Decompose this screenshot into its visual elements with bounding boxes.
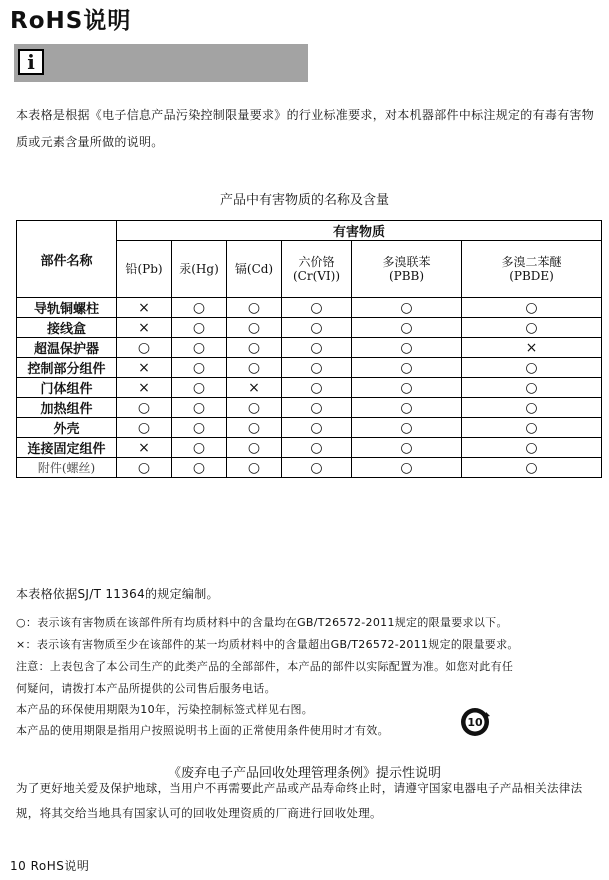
substance-column-header	[282, 241, 352, 298]
substance-mark-cell: ○	[282, 398, 352, 418]
substance-mark-cell: ×	[117, 318, 172, 338]
substance-mark-cell: ○	[352, 318, 462, 338]
substance-mark-cell: ×	[462, 338, 602, 358]
part-name-cell: 外壳	[17, 418, 117, 438]
substance-mark-cell: ○	[172, 438, 227, 458]
substance-mark-cell: ○	[282, 418, 352, 438]
substance-code: (Cd)	[246, 262, 274, 276]
substance-name: 六价铬	[298, 255, 335, 269]
substance-column-header	[227, 241, 282, 298]
table-row	[17, 298, 602, 318]
substance-mark-cell: ○	[282, 318, 352, 338]
table-caption: 产品中有害物质的名称及含量	[219, 193, 389, 208]
substance-mark-cell: ○	[352, 378, 462, 398]
substance-mark-cell: ○	[172, 338, 227, 358]
substance-code: (Pb)	[137, 262, 163, 276]
substance-mark-cell: ○	[352, 298, 462, 318]
substance-code: (PBDE)	[509, 269, 554, 283]
pollution-label-number: 10	[467, 716, 483, 729]
substance-column-header	[172, 241, 227, 298]
part-name-header: 部件名称	[17, 221, 117, 298]
substance-mark-cell: ○	[282, 338, 352, 358]
substance-name: 多溴联苯	[382, 255, 431, 269]
substance-code: (Cr(VI))	[292, 269, 341, 283]
substance-mark-cell: ○	[117, 418, 172, 438]
part-name-cell: 连接固定组件	[17, 438, 117, 458]
substance-mark-cell: ○	[172, 418, 227, 438]
attention-note-line-2: 何疑问，请拨打本产品所提供的公司售后服务电话。	[16, 682, 276, 695]
substance-mark-cell: ○	[352, 418, 462, 438]
footer-label: RoHS说明	[30, 859, 90, 873]
table-row	[17, 338, 602, 358]
substance-mark-cell: ○	[352, 358, 462, 378]
substances-header: 有害物质	[117, 221, 602, 241]
substance-mark-cell: ○	[352, 438, 462, 458]
substance-mark-cell: ○	[117, 338, 172, 358]
substance-mark-cell: ○	[227, 398, 282, 418]
part-name-cell: 加热组件	[17, 398, 117, 418]
substance-mark-cell: ×	[117, 378, 172, 398]
intro-paragraph: 本表格是根据《电子信息产品污染控制限量要求》的行业标准要求，对本机器部件中标注规定的有毒有害物质或元素含量所做的说明。	[16, 108, 595, 149]
table-row	[17, 398, 602, 418]
substance-mark-cell: ○	[462, 458, 602, 478]
substance-mark-cell: ○	[227, 458, 282, 478]
part-name-cell: 门体组件	[17, 378, 117, 398]
table-row	[17, 378, 602, 398]
table-row	[17, 318, 602, 338]
substance-mark-cell: ○	[227, 418, 282, 438]
substance-mark-cell: ○	[227, 438, 282, 458]
substance-mark-cell: ○	[172, 358, 227, 378]
substance-mark-cell: ○	[172, 298, 227, 318]
substance-mark-cell: ○	[172, 398, 227, 418]
substance-mark-cell: ○	[282, 298, 352, 318]
circle-legend-note: ○：表示该有害物质在该部件所有均质材料中的含量均在GB/T26572-2011规定的限量要求以下。	[16, 616, 508, 629]
attention-note-line-1: 注意：上表包含了本公司生产的此类产品的全部部件，本产品的部件以实际配置为准。如您对此有任	[16, 660, 514, 673]
page-footer	[10, 857, 89, 874]
substance-mark-cell: ○	[352, 398, 462, 418]
substance-mark-cell: ○	[462, 418, 602, 438]
table-basis-note: 本表格依据SJ/T 11364的规定编制。	[16, 587, 219, 601]
substance-name: 镉	[234, 262, 247, 276]
substance-mark-cell: ○	[462, 398, 602, 418]
part-name-cell: 导轨铜螺柱	[17, 298, 117, 318]
substance-code: (PBB)	[388, 269, 425, 283]
substance-name: 多溴二苯醚	[501, 255, 562, 269]
table-row	[17, 358, 602, 378]
substance-mark-cell: ○	[462, 358, 602, 378]
substance-name: 汞	[179, 262, 192, 276]
info-banner	[14, 44, 308, 82]
substance-mark-cell: ×	[117, 298, 172, 318]
part-name-cell: 超温保护器	[17, 338, 117, 358]
part-name-cell: 接线盒	[17, 318, 117, 338]
substance-mark-cell: ○	[352, 458, 462, 478]
substance-mark-cell: ○	[227, 358, 282, 378]
substance-mark-cell: ○	[282, 358, 352, 378]
substance-mark-cell: ○	[462, 318, 602, 338]
substance-mark-cell: ○	[117, 398, 172, 418]
info-icon: i	[18, 49, 44, 75]
substance-mark-cell: ○	[227, 298, 282, 318]
substance-mark-cell: ×	[117, 358, 172, 378]
substance-mark-cell: ○	[352, 338, 462, 358]
substance-mark-cell: ○	[462, 298, 602, 318]
substance-mark-cell: ○	[227, 318, 282, 338]
substance-mark-cell: ○	[227, 338, 282, 358]
substance-mark-cell: ○	[172, 318, 227, 338]
substance-mark-cell: ○	[282, 378, 352, 398]
page-number: 10	[10, 859, 27, 873]
substance-mark-cell: ○	[172, 458, 227, 478]
substance-mark-cell: ○	[282, 438, 352, 458]
substance-mark-cell: ○	[117, 458, 172, 478]
substance-mark-cell: ×	[117, 438, 172, 458]
substance-mark-cell: ×	[227, 378, 282, 398]
substance-column-header	[117, 241, 172, 298]
recycle-section-title: 《废弃电子产品回收处理管理条例》提示性说明	[167, 766, 441, 781]
environmental-period-note: 本产品的环保使用期限为10年，污染控制标签式样见右图。	[16, 703, 314, 716]
page-title: RoHS说明	[10, 8, 132, 34]
substance-mark-cell: ○	[282, 458, 352, 478]
substance-code: (Hg)	[191, 262, 219, 276]
substance-column-header	[352, 241, 462, 298]
table-row	[17, 438, 602, 458]
pollution-control-10-icon	[459, 706, 491, 738]
cross-legend-note: ×：表示该有害物质至少在该部件的某一均质材料中的含量超出GB/T26572-2011规定的限量要求。	[16, 638, 519, 651]
substance-column-header	[462, 241, 602, 298]
table-row	[17, 458, 602, 478]
part-name-cell: 附件(螺丝)	[17, 458, 117, 478]
recycle-section-body: 为了更好地关爱及保护地球，当用户不再需要此产品或产品寿命终止时，请遵守国家电器电子产品相关法律法规，将其交给当地具有国家认可的回收处理资质的厂商进行回收处理。	[16, 781, 583, 820]
part-name-cell: 控制部分组件	[17, 358, 117, 378]
hazardous-substance-table	[16, 220, 602, 478]
substance-mark-cell: ○	[462, 438, 602, 458]
substance-mark-cell: ○	[172, 378, 227, 398]
table-row	[17, 418, 602, 438]
usage-period-note: 本产品的使用期限是指用户按照说明书上面的正常使用条件使用时才有效。	[16, 724, 389, 737]
substance-mark-cell: ○	[462, 378, 602, 398]
substance-name: 铅	[125, 262, 138, 276]
